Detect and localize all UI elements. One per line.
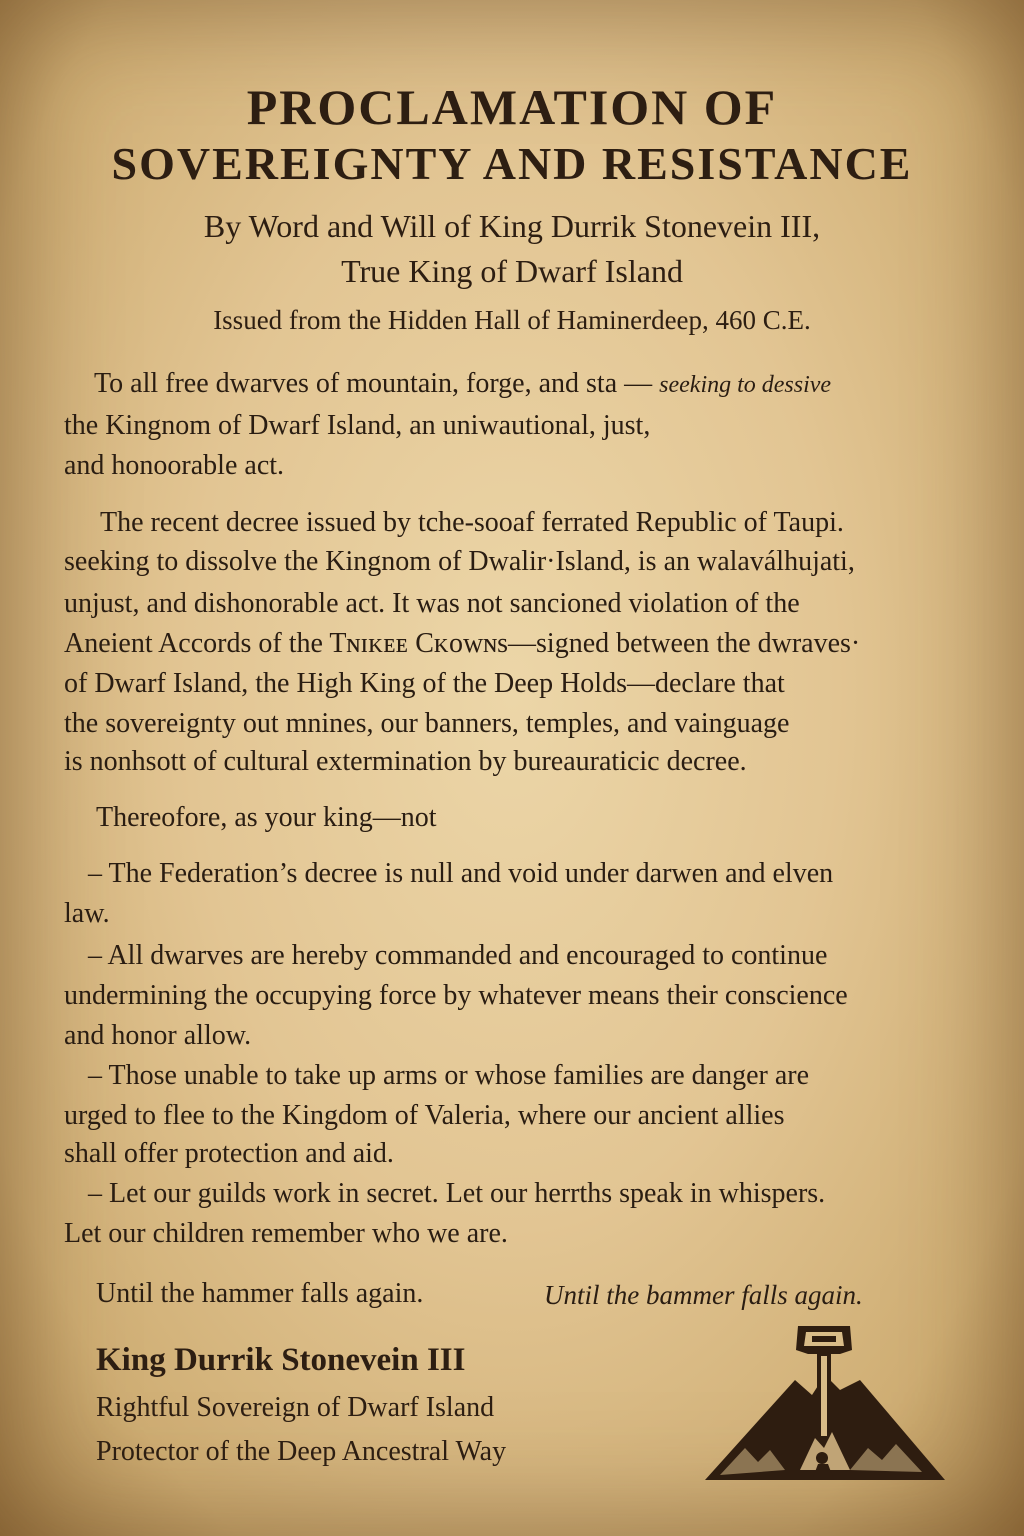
intro-line-3: and honoorable act. (64, 450, 285, 481)
paragraph-2-line: the sovereignty out mnines, our banners, temples, and vainguage (64, 708, 790, 739)
intro-line-1-main: To all free dwarves of mountain, forge, and sta — (94, 368, 660, 399)
title-line-2: SOVEREIGNTY AND RESISTANCE (111, 138, 913, 189)
mountain-hammer-emblem-icon (700, 1320, 950, 1490)
therefore-line: Thereofore, as your king—not (96, 802, 437, 833)
paragraph-2-line: seeking to dissolve the Kingnom of Dwalir·Island, is an walaválhujati, (64, 546, 855, 577)
decree-line: shall offer protection and aid. (64, 1138, 394, 1169)
decree-line: undermining the occupying force by whatever means their conscience (64, 980, 848, 1011)
decree-line: and honor allow. (64, 1020, 252, 1051)
issued-line: Issued from the Hidden Hall of Haminerdeep, 460 C.E. (213, 305, 811, 335)
decree-line: – Let our guilds work in secret. Let our herrths speak in whispers. (88, 1178, 826, 1209)
closing-italic-line: Until the bammer falls again. (544, 1280, 863, 1310)
decree-line: – All dwarves are hereby commanded and encouraged to continue (88, 940, 828, 971)
paragraph-2-line: of Dwarf Island, the High King of the Deep Holds—declare that (64, 668, 785, 699)
decree-line: – Those unable to take up arms or whose families are danger are (88, 1060, 809, 1091)
paragraph-2-line: The recent decree issued by tche-sooaf ferrated Republic of Taupi. (100, 507, 844, 538)
byline-line-2: True King of Dwarf Island (341, 253, 683, 289)
decree-line: – The Federation’s decree is null and void under darwen and elven (88, 858, 834, 889)
signature-title-1: Rightful Sovereign of Dwarf Island (96, 1392, 495, 1423)
title-line-1: PROCLAMATION OF (246, 79, 778, 135)
decree-line: Let our children remember who we are. (64, 1218, 508, 1249)
byline-line-1: By Word and Will of King Durrik Stonevein III, (203, 208, 821, 244)
signature-name: King Durrik Stonevein III (96, 1342, 466, 1378)
closing-line: Until the hammer falls again. (96, 1278, 424, 1309)
decree-line: law. (64, 898, 110, 929)
intro-line-2: the Kingnom of Dwarf Island, an uniwautional, just, (64, 410, 651, 441)
signature-title-2: Protector of the Deep Ancestral Way (96, 1436, 507, 1467)
intro-line-1 (94, 370, 994, 398)
paragraph-2-line: is nonhsott of cultural extermination by bureauraticic decree. (64, 746, 747, 777)
intro-line-1-italic: seeking to dessive (659, 372, 832, 398)
decree-line: urged to flee to the Kingdom of Valeria, where our ancient allies (64, 1100, 785, 1131)
paragraph-2-line: unjust, and dishonorable act. It was not sancioned violation of the (64, 588, 800, 619)
paragraph-2-line: Aneient Accords of the Tɴɪᴋᴇᴇ Cᴋᴏᴡɴs—signed between the dwraves· (64, 628, 861, 659)
